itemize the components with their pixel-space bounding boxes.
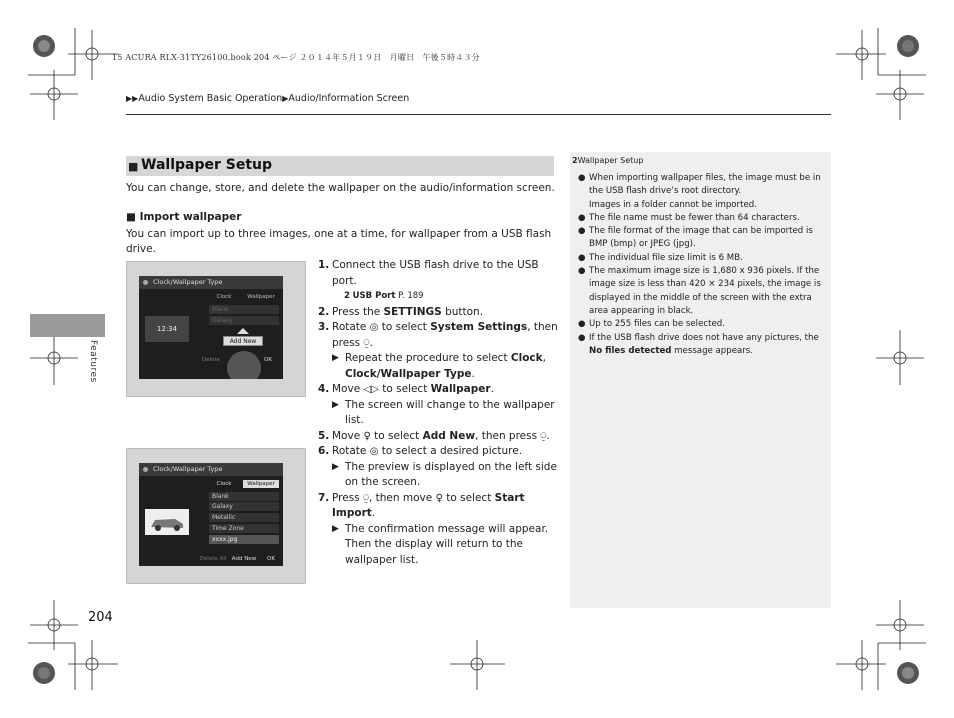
side-notes-panel — [570, 152, 831, 608]
screen1-clock-preview: 12:34 — [145, 316, 189, 342]
note-item: ● The file name must be fewer than 64 characters. — [578, 212, 826, 225]
subsection-title: Import wallpaper — [139, 211, 242, 223]
step-6: 6. Rotate ◎ to select a desired picture. — [318, 444, 558, 460]
section-title: Wallpaper Setup — [141, 157, 273, 173]
breadcrumb-link-screen[interactable]: Audio/Information Screen — [288, 93, 410, 104]
step-2: 2. Press the SETTINGS button. — [318, 305, 484, 318]
breadcrumb — [126, 93, 409, 104]
bullet-icon: ● — [578, 332, 586, 343]
screen1-ok-label: OK — [264, 357, 272, 363]
note-item: ● If the USB flash drive does not have any pictures, the No files detected message appears. — [578, 332, 819, 356]
bullet-icon: ● — [578, 266, 586, 277]
chapter-tab-label: Features — [88, 340, 98, 383]
subsection-paragraph: You can import up to three images, one at a time, for wallpaper from a USB flash drive. — [126, 228, 552, 255]
note-item: ● The file format of the image that can be imported is BMP (bmp) or JPEG (jpg). — [578, 226, 813, 250]
screen2-add-new-label: Add New — [231, 556, 257, 562]
press-icon: ⍜ — [362, 492, 369, 504]
screen1-tab-clock: Clock — [216, 294, 232, 300]
breadcrumb-arrows: ▶▶ — [126, 94, 139, 103]
screen1-add-new-button: Add New — [223, 336, 263, 346]
screen2-row-time-zone: Time Zone — [209, 524, 279, 533]
step-5: 5. Move ♀ to select Add New, then press ⍜. — [318, 429, 558, 445]
screen2-row-galaxy: Galaxy — [209, 502, 279, 511]
screen1-title: Clock/Wallpaper Type — [153, 278, 223, 286]
screen1-row-blank: Blank — [209, 305, 279, 314]
result-arrow-icon: ▶ — [332, 353, 339, 363]
screen1-row-galaxy: Galaxy — [209, 316, 279, 325]
step-4: 4. Move ◁▷ to select Wallpaper. — [318, 382, 558, 398]
subsection-heading — [126, 211, 241, 223]
intro-paragraph: You can change, store, and delete the wallpaper on the audio/information screen. — [126, 182, 555, 194]
result-arrow-icon: ▶ — [332, 461, 339, 472]
print-header: 15 ACURA RLX-31TY26100.book 204 ページ ２０１４年５月１９日 月曜日 午後５時４３分 — [112, 53, 480, 62]
screen1-dial-graphic — [227, 351, 261, 379]
reference-icon: 2 — [572, 156, 578, 165]
step-7-result: ▶ The confirmation message will appear. Then the display will return to the wallpaper list. — [332, 522, 549, 566]
screen1-tab-wallpaper: Wallpaper — [247, 294, 275, 300]
screen2-row-file: xxxx.jpg — [209, 535, 279, 544]
screen1-delete-label: Delete — [201, 357, 221, 363]
breadcrumb-link-audio[interactable]: Audio System Basic Operation — [138, 93, 283, 104]
header-rule — [126, 114, 831, 115]
bullet-icon: ● — [578, 212, 586, 223]
screen2-ok-label: OK — [267, 556, 275, 562]
screen2-row-blank: Blank — [209, 492, 279, 501]
step-4-result: ▶ The screen will change to the wallpaper list. — [332, 398, 555, 426]
result-arrow-icon: ▶ — [332, 523, 339, 534]
screen2-row-metallic: Metallic — [209, 513, 279, 522]
dial-icon: ◎ — [369, 446, 379, 457]
reference-icon: 2 — [344, 291, 350, 301]
note-item: ● When importing wallpaper files, the image must be in the USB flash drive’s root directory. Images in a folder cannot be imported. — [578, 173, 821, 210]
reference-link-usb-port[interactable]: USB Port — [352, 291, 396, 301]
step-6-result: ▶ The preview is displayed on the left side on the screen. — [332, 460, 557, 488]
bullet-icon: ● — [578, 226, 586, 237]
step-7: 7. Press ⍜, then move ♀ to select Start Import. — [318, 491, 525, 519]
bullet-icon: ● — [578, 173, 586, 183]
joystick-left-right-icon: ◁▷ — [363, 384, 379, 395]
screen2-delete-all-label: Delete All — [199, 556, 227, 562]
step-1: 1. Connect the USB flash drive to the USB port. — [318, 259, 539, 287]
screen-image-2 — [126, 448, 306, 584]
press-icon: ⍜ — [540, 430, 547, 442]
note-item: ● The maximum image size is 1,680 x 936 pixels. If the image size is less than 420 × 234 pixels, the image is displayed in the middle of the screen with the extra area appearing in black. — [578, 266, 821, 316]
screen-image-1 — [126, 261, 306, 397]
note-item: ● Up to 255 files can be selected. — [578, 318, 826, 331]
section-heading-bar — [126, 156, 554, 176]
dial-icon: ◎ — [369, 322, 379, 333]
note-item: ● The individual file size limit is 6 MB. — [578, 252, 826, 265]
joystick-down-icon: ♀ — [363, 430, 371, 442]
chapter-tab — [30, 314, 105, 337]
screen2-tab-wallpaper: Wallpaper — [243, 480, 279, 488]
screen2-car-preview-image — [145, 509, 189, 535]
step-3-result: ▶ Repeat the procedure to select Clock, Clock/Wallpaper Type. — [332, 352, 546, 380]
result-arrow-icon: ▶ — [332, 399, 339, 410]
bullet-icon: ● — [578, 252, 586, 263]
subsection-marker-icon: ■ — [126, 211, 136, 223]
step-1-reference: 2 USB Port P. 189 — [344, 291, 424, 301]
press-icon: ⍜ — [363, 337, 370, 349]
side-notes-title: 2Wallpaper Setup — [572, 156, 644, 165]
page-number: 204 — [88, 610, 113, 625]
screen2-tab-clock: Clock — [216, 481, 232, 487]
step-3: 3. Rotate ◎ to select System Settings, then press ⍜. — [318, 320, 558, 351]
screen1-up-arrow-icon — [237, 328, 249, 334]
joystick-down-icon: ♀ — [435, 492, 443, 504]
procedure-steps — [318, 258, 558, 568]
breadcrumb-separator: ▶ — [282, 94, 289, 103]
section-marker-icon: ■ — [128, 160, 139, 173]
bullet-icon: ● — [578, 319, 586, 330]
screen2-title: Clock/Wallpaper Type — [153, 465, 223, 473]
